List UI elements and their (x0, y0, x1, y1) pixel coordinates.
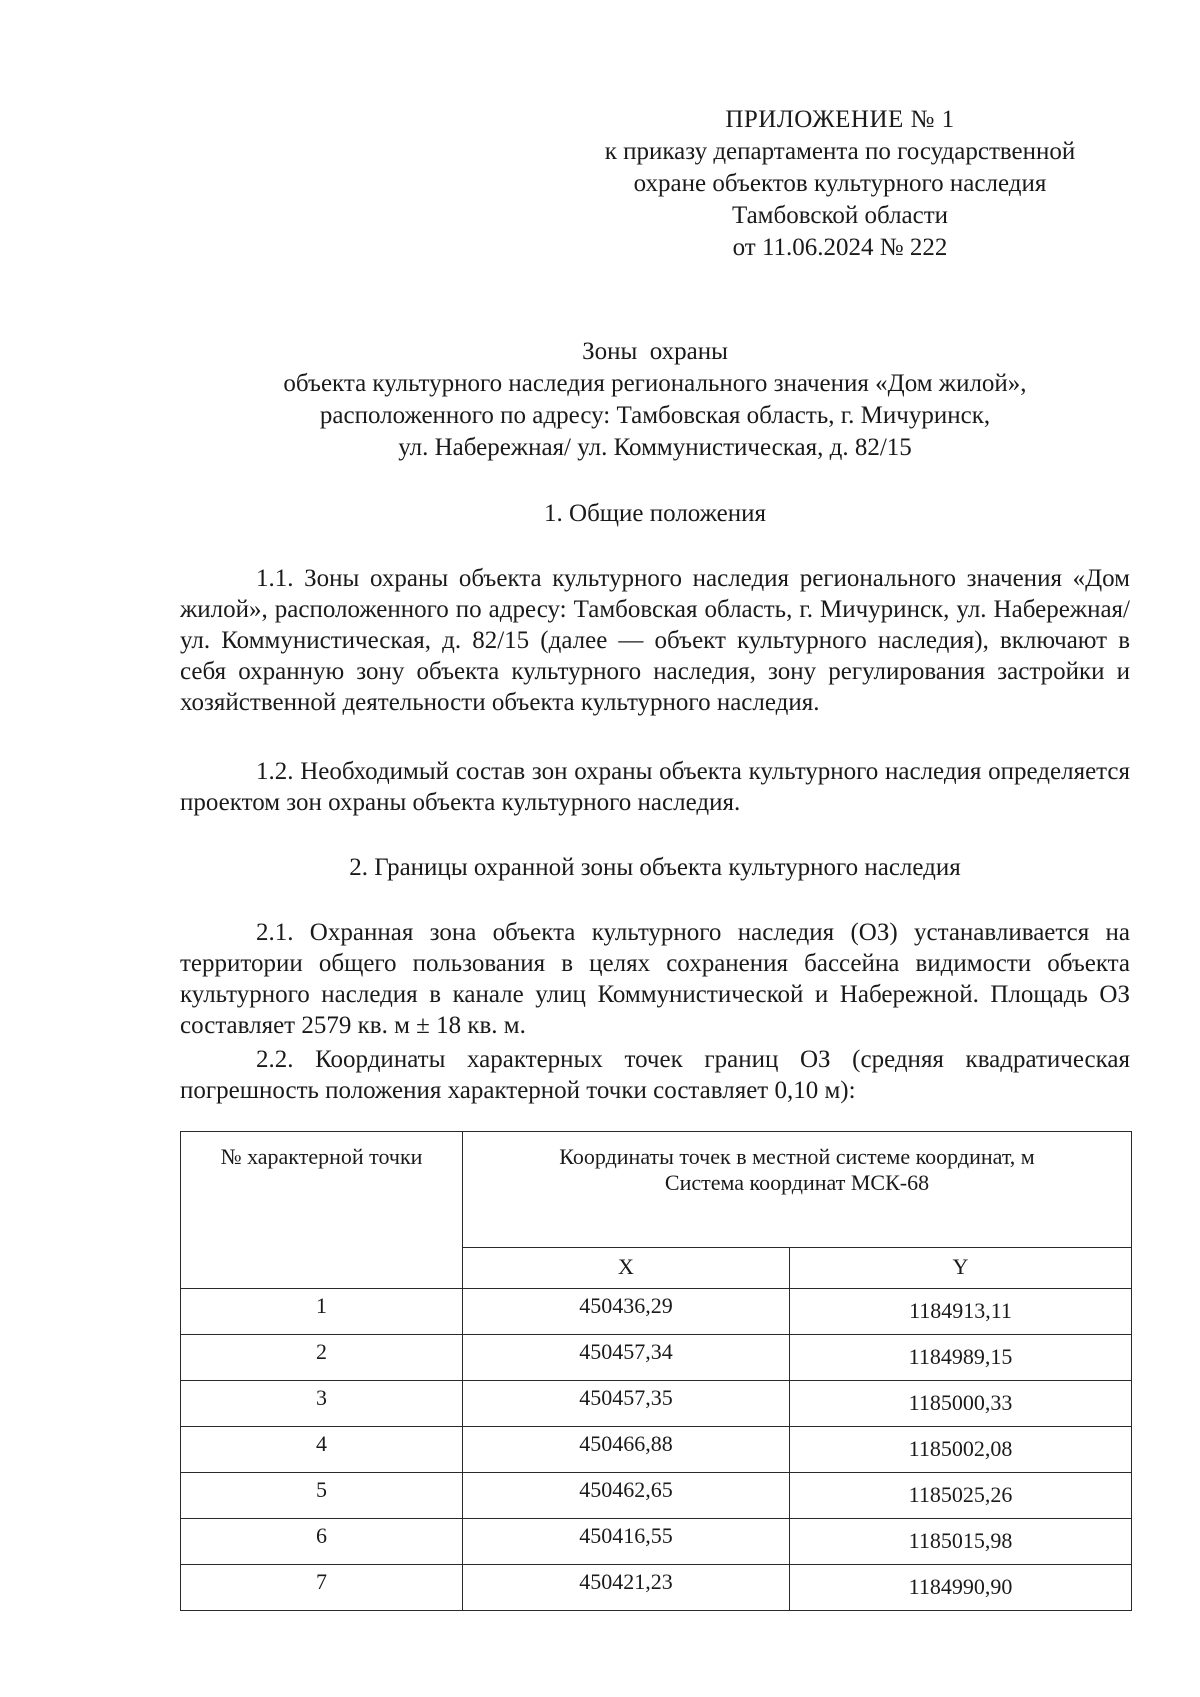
header-coordinates-line-2: Система координат МСК-68 (664, 1170, 930, 1195)
point-number: 1 (181, 1289, 463, 1335)
coord-y: 1184989,15 (790, 1335, 1132, 1381)
table-row (181, 1565, 1132, 1611)
header-y: Y (790, 1248, 1132, 1289)
table-row (181, 1427, 1132, 1473)
title-line-4: ул. Набережная/ ул. Коммунистическая, д. 82/15 (398, 434, 912, 461)
coord-y: 1185000,33 (790, 1381, 1132, 1427)
coord-y: 1184913,11 (790, 1289, 1132, 1335)
paragraph-2-2: 2.2. Координаты характерных точек границ ОЗ (средняя квадратическая погрешность положения характерной точки составляет 0,10 м): (180, 1046, 1130, 1104)
coord-x: 450457,34 (463, 1335, 790, 1381)
point-number: 4 (181, 1427, 463, 1473)
point-number: 7 (181, 1565, 463, 1611)
title-line-3: расположенного по адресу: Тамбовская область, г. Мичуринск, (319, 402, 991, 429)
appendix-line-2: охране объектов культурного наследия (633, 170, 1047, 197)
header-point-number: № характерной точки (181, 1132, 463, 1289)
table-row (181, 1335, 1132, 1381)
coord-x: 450466,88 (463, 1427, 790, 1473)
coord-x: 450457,35 (463, 1381, 790, 1427)
point-number: 5 (181, 1473, 463, 1519)
coord-x: 450416,55 (463, 1519, 790, 1565)
point-number: 2 (181, 1335, 463, 1381)
title-line-1: Зоны охраны (582, 338, 728, 365)
coord-x: 450462,65 (463, 1473, 790, 1519)
coord-y: 1185002,08 (790, 1427, 1132, 1473)
appendix-title: ПРИЛОЖЕНИЕ № 1 (725, 106, 955, 133)
point-number: 3 (181, 1381, 463, 1427)
paragraph-1-1: 1.1. Зоны охраны объекта культурного наследия регионального значения «Дом жилой», расположенного по адресу: Тамбовская область, г. Мичуринск, ул. Набережная/ ул. Коммунистическая, д. 82/15 (далее — объект культурного наследия), включают в себя охранную зону объекта культурного наследия, зону регулирования застройки и хозяйственной деятельности объекта культурного наследия. (180, 565, 1130, 716)
paragraph-1-2: 1.2. Необходимый состав зон охраны объекта культурного наследия определяется проектом зон охраны объекта культурного наследия. (180, 758, 1130, 816)
section-2-heading: 2. Границы охранной зоны объекта культурного наследия (349, 854, 961, 881)
paragraph-2-1: 2.1. Охранная зона объекта культурного наследия (ОЗ) устанавливается на территории общего пользования в целях сохранения бассейна видимости объекта культурного наследия в канале улиц Коммунистической и Набережной. Площадь ОЗ составляет 2579 кв. м ± 18 кв. м. (180, 919, 1130, 1039)
section-1-heading: 1. Общие положения (544, 500, 766, 527)
table-row (181, 1473, 1132, 1519)
header-coordinates-line-1: Координаты точек в местной системе координат, м (559, 1144, 1035, 1169)
coord-y: 1185015,98 (790, 1519, 1132, 1565)
table-row (181, 1289, 1132, 1335)
appendix-line-1: к приказу департамента по государственной (604, 138, 1076, 165)
table-row (181, 1519, 1132, 1565)
header-x: X (463, 1248, 790, 1289)
title-line-2: объекта культурного наследия регионального значения «Дом жилой», (283, 370, 1027, 397)
appendix-block (560, 104, 1120, 264)
header-coordinates (463, 1132, 1132, 1248)
appendix-line-4: от 11.06.2024 № 222 (732, 234, 948, 261)
point-number: 6 (181, 1519, 463, 1565)
appendix-line-3: Тамбовской области (731, 202, 949, 229)
document-title (180, 336, 1130, 464)
coord-y: 1185025,26 (790, 1473, 1132, 1519)
coord-y: 1184990,90 (790, 1565, 1132, 1611)
coord-x: 450421,23 (463, 1565, 790, 1611)
coordinates-table (180, 1131, 1132, 1611)
table-row (181, 1381, 1132, 1427)
coord-x: 450436,29 (463, 1289, 790, 1335)
